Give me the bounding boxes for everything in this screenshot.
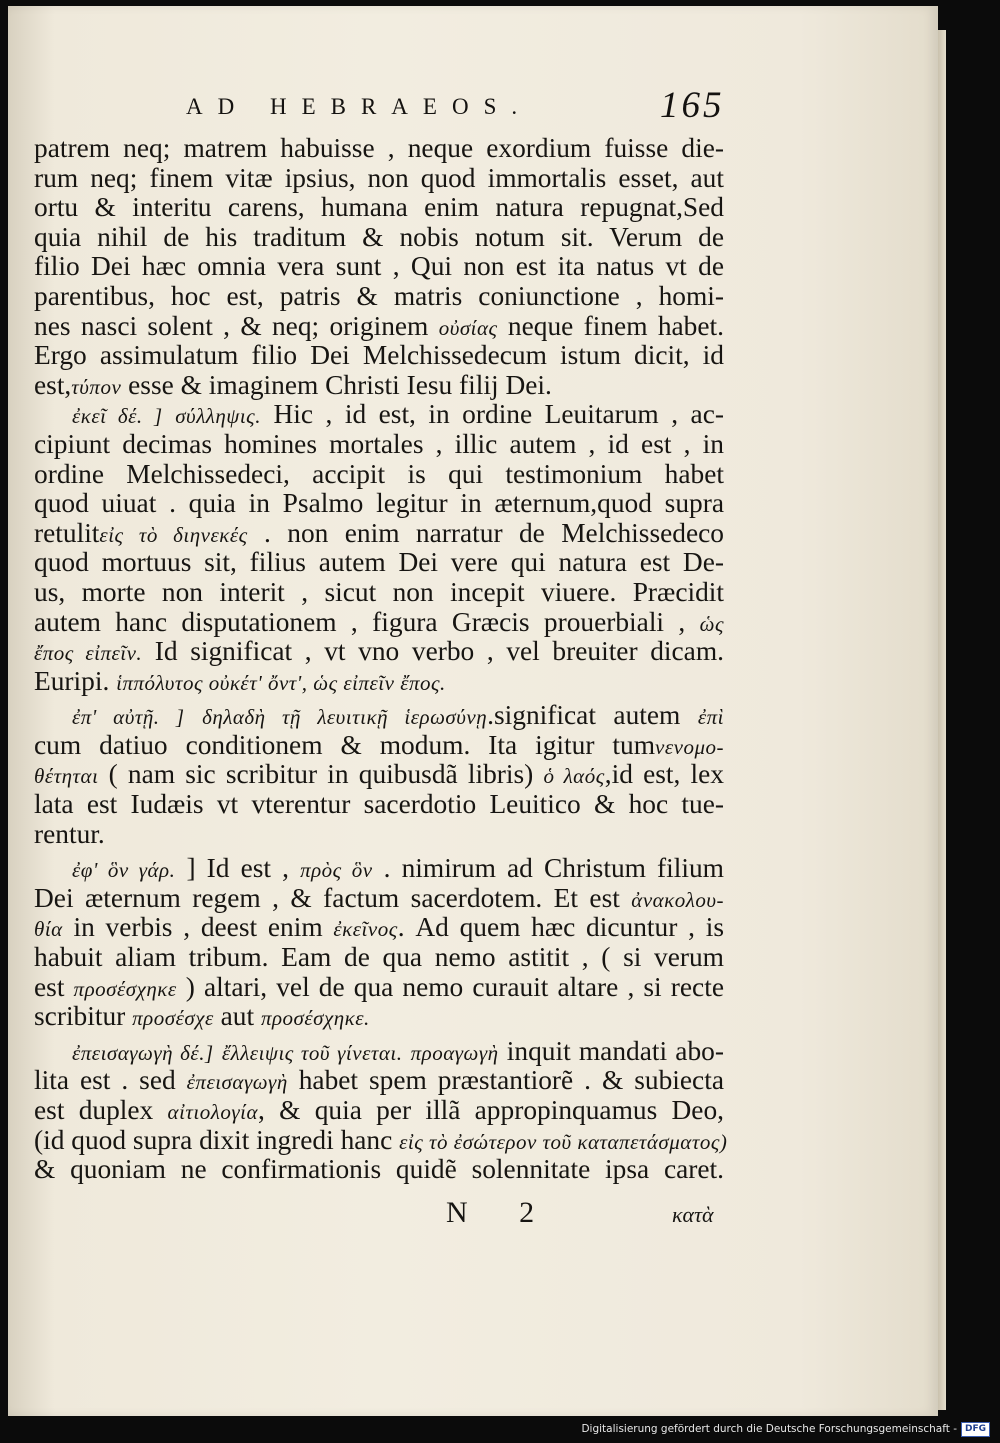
text-line [34,1037,724,1067]
dfg-logo-icon[interactable]: DFG [961,1422,990,1437]
text-line [34,164,724,194]
text-run: est duplex [34,1095,154,1125]
greek-word: ἐκεῖνος [333,917,398,942]
text-line [34,430,724,460]
text-run: esse & imaginem Christi Iesu filij Dei. [128,369,552,400]
greek-word: πρὸς ὃν [300,858,373,883]
greek-word: θία [34,917,63,942]
text-line [34,790,724,820]
text-line [34,1002,724,1032]
text-line [34,854,724,884]
text-line [34,913,724,943]
text-line [34,1096,724,1126]
lemma: ἐκεῖ δέ. ] [72,404,163,429]
greek-word: εἰς τὸ ἐσώτερον τοῦ καταπετάσματος) [399,1129,728,1154]
text-run: Id significat , vt vno verbo , vel breuiter dicam. [154,636,724,667]
text-line [34,134,724,164]
text-line [34,252,724,282]
greek-word: αἰτιολογία [167,1100,258,1124]
running-title: AD HEBRAEOS. [186,94,533,119]
text-run: nes nasci solent , & neq; originem [34,310,429,341]
text-run: quod mortuus sit, filius autem Dei vere qui natura est De- [34,547,724,578]
greek-word: ἔλλειψις τοῦ γίνεται. [221,1040,403,1065]
text-line [34,973,724,1003]
greek-word: τύπον [71,374,122,399]
text-run: est, [34,369,72,400]
text-run: in verbis , deest enim [73,912,323,943]
text-run: ) altari, vel de qua nemo curauit altare , si recte [185,971,724,1002]
text-line [34,400,724,430]
greek-word: οὐσίας [438,315,498,340]
text-run: rum neq; finem vitæ ipsius, non quod immortalis esset, aut [34,162,724,193]
text-line [34,731,724,761]
text-run: . non enim narratur de Melchissedeco [264,517,724,548]
text-line [34,578,724,608]
text-run: lita est . sed [34,1065,176,1096]
text-line [34,548,724,578]
text-run: ( nam sic scribitur in quibusdã libris) [108,759,534,790]
text-run: scribitur [34,1001,126,1032]
text-line [34,760,724,790]
text-line [34,608,724,638]
lemma: ἐφ' ὃν γάρ. [72,858,176,883]
greek-word: προαγωγὴ [410,1040,499,1065]
greek-word: ἀνακολου- [631,887,724,912]
text-run: cum datiuo conditionem & modum. Ita igitur tum [34,729,656,760]
text-run: . Ad quem hæc dicuntur , is [397,912,724,943]
dfg-credit-text: Digitalisierung gefördert durch die Deutsche Forschungsgemeinschaft - [581,1423,957,1435]
text-run: parentibus, hoc est, patris & matris coniunctione , homi- [34,280,724,311]
greek-word: προσέσχηκε [73,976,177,1001]
text-run: ,id est, lex [604,759,724,790]
text-run: neque finem habet. [507,310,724,341]
text-run: cipiunt decimas homines mortales , illic autem , id est , in [34,428,724,459]
greek-word: ἔπος εἰπεῖν. [34,641,143,666]
text-block [34,133,728,1185]
text-run: Dei æternum regem , & factum sacerdotem. Et est [34,882,620,913]
text-line [34,1155,724,1185]
text-line [34,282,724,312]
text-run: inquit mandati abo- [506,1035,724,1066]
text-line [34,223,724,253]
text-line [34,460,724,490]
text-run: us, morte non interit , sicut non incepit viuere. Præcidit [34,576,724,607]
greek-word: ὁ λαός [543,764,605,789]
text-run: habuit aliam tribum. Eam de qua nemo astitit , ( si verum [34,942,724,973]
greek-word: δηλαδὴ τῇ λευιτικῇ ἱερωσύνῃ [202,705,488,730]
text-run: autem hanc disputationem , figura Græcis prouerbiali , [34,606,686,637]
text-run: habet spem præstantiorẽ . & subiecta [298,1065,724,1096]
text-run: quod uiuat . quia in Psalmo legitur in æternum,quod supra [34,488,724,519]
book-page [8,6,938,1416]
greek-word: προσέσχηκε. [260,1006,370,1031]
text-run: .significat autem [487,700,681,731]
text-run: patrem neq; matrem habuisse , neque exordium fuisse die- [34,133,724,163]
catchword: κατὰ [672,1202,714,1227]
greek-word: ὡς [699,611,724,636]
greek-word: σύλληψις. [175,404,261,429]
text-run: (id quod supra dixit ingredi hanc [34,1124,393,1155]
text-run: . nimirum ad Christum filium [383,853,724,884]
page-number: 165 [660,85,725,126]
text-run: lata est Iudæis vt vterentur sacerdotio Leuitico & hoc tue- [34,789,724,820]
text-run: quia nihil de his traditum & nobis notum sit. Verum de [34,221,724,252]
greek-word: εἰς τὸ διηνεκές [99,522,248,547]
text-line [34,820,724,850]
text-run: rentur. [34,818,105,849]
text-line [34,1124,728,1156]
greek-word: θέτηται [34,764,99,789]
text-run: Ergo assimulatum filio Dei Melchissedecum istum dicit, id [34,340,724,371]
text-run: filio Dei hæc omnia vera sunt , Qui non est ita natus vt de [34,251,724,282]
text-line [34,1066,724,1096]
text-run: , & quia per illã appropinquamus Deo, [257,1095,724,1125]
text-line [34,489,724,519]
text-line [34,193,724,223]
text-run: & quoniam ne confirmationis quidẽ solennitate ipsa caret. [34,1154,724,1185]
text-line [34,312,724,342]
greek-word: ἐπὶ [697,705,724,730]
signature-mark: N 2 [446,1196,557,1229]
text-run: Euripi. [34,665,110,696]
dfg-footer [581,1421,990,1437]
text-line [34,637,724,667]
text-line [34,701,724,731]
text-line [34,519,724,549]
text-run: ortu & interitu carens, humana enim natura repugnat,Sed [34,192,724,223]
text-run: aut [220,1001,255,1032]
running-head [8,84,938,134]
text-run: Hic , id est, in ordine Leuitarum , ac- [273,399,724,430]
text-line [34,667,724,697]
page-edge [938,30,946,1410]
greek-word: νενομο- [655,734,724,759]
greek-quote: ἱππόλυτος οὐκέτ' ὄντ', ὡς εἰπεῖν ἔπος. [116,670,446,695]
text-line [34,341,724,371]
text-run: est [34,971,65,1002]
text-line [34,371,724,401]
text-run: retulit [34,517,100,548]
lemma: ἐπ' αὐτῇ. ] [72,705,185,730]
greek-word: προσέσχε [132,1006,214,1031]
text-run: ] Id est , [186,853,289,884]
text-line [34,884,724,914]
text-run: ordine Melchissedeci, accipit is qui testimonium habet [34,458,724,489]
text-line [34,943,724,973]
greek-word: ἐπεισαγωγὴ [186,1070,288,1095]
lemma: ἐπεισαγωγὴ δέ.] [72,1040,214,1065]
